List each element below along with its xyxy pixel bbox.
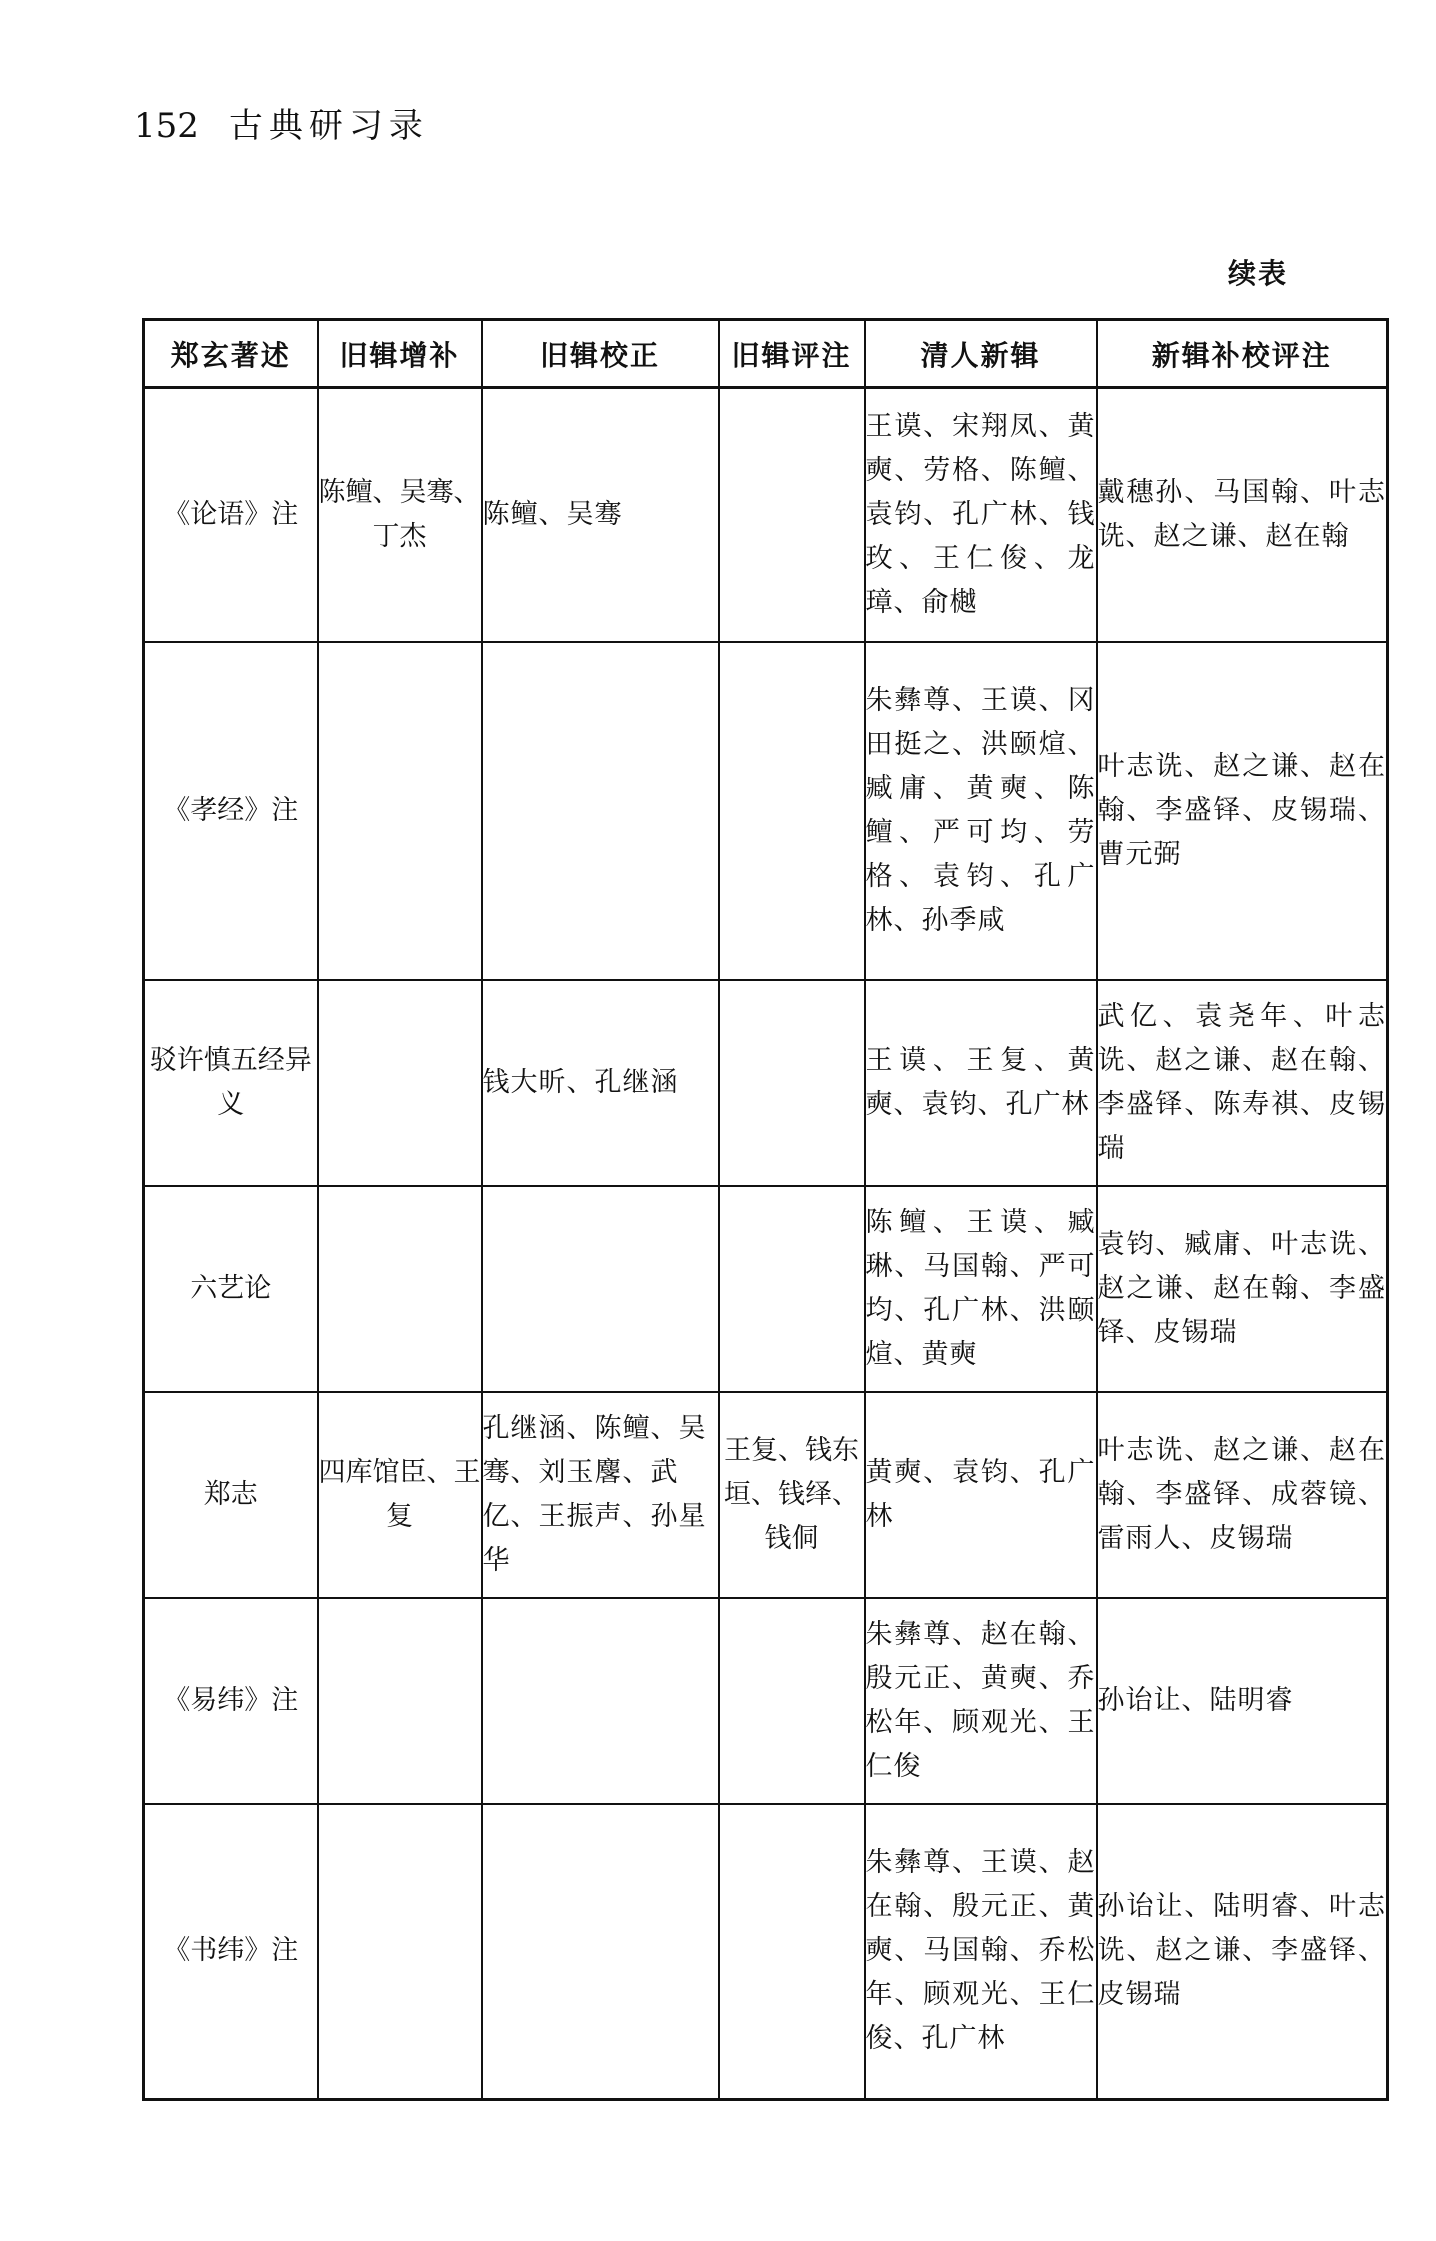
header-cell-correction: 旧辑校正 — [482, 320, 719, 388]
cell-work: 《易纬》注 — [144, 1598, 318, 1804]
cell-commentary — [719, 1804, 865, 2100]
cell-work: 六艺论 — [144, 1186, 318, 1392]
table-row — [144, 980, 1388, 1186]
cell-qing-new: 朱彝尊、王谟、冈田挺之、洪颐煊、臧庸、黄奭、陈鳣、严可均、劳格、袁钧、孔广林、孙季咸 — [865, 642, 1097, 980]
table-header-row — [144, 320, 1388, 388]
cell-new-supplement: 戴穗孙、马国翰、叶志诜、赵之谦、赵在翰 — [1097, 388, 1388, 642]
table-row — [144, 1598, 1388, 1804]
cell-supplement — [318, 1598, 482, 1804]
cell-work: 驳许慎五经异义 — [144, 980, 318, 1186]
cell-supplement — [318, 980, 482, 1186]
cell-commentary — [719, 1598, 865, 1804]
table-row — [144, 642, 1388, 980]
cell-correction: 陈鳣、吴骞 — [482, 388, 719, 642]
header-cell-commentary: 旧辑评注 — [719, 320, 865, 388]
cell-commentary: 王复、钱东垣、钱绎、钱侗 — [719, 1392, 865, 1598]
cell-correction — [482, 1804, 719, 2100]
cell-work: 《论语》注 — [144, 388, 318, 642]
header-cell-supplement: 旧辑增补 — [318, 320, 482, 388]
cell-supplement — [318, 1804, 482, 2100]
editions-table — [142, 318, 1389, 2101]
cell-correction — [482, 1598, 719, 1804]
cell-qing-new: 陈鳣、王谟、臧琳、马国翰、严可均、孔广林、洪颐煊、黄奭 — [865, 1186, 1097, 1392]
cell-work: 郑志 — [144, 1392, 318, 1598]
cell-correction — [482, 642, 719, 980]
cell-work: 《孝经》注 — [144, 642, 318, 980]
cell-qing-new: 黄奭、袁钧、孔广林 — [865, 1392, 1097, 1598]
cell-commentary — [719, 1186, 865, 1392]
cell-supplement: 四库馆臣、王复 — [318, 1392, 482, 1598]
cell-supplement: 陈鳣、吴骞、丁杰 — [318, 388, 482, 642]
cell-commentary — [719, 980, 865, 1186]
cell-new-supplement: 武亿、袁尧年、叶志诜、赵之谦、赵在翰、李盛铎、陈寿祺、皮锡瑞 — [1097, 980, 1388, 1186]
cell-correction: 孔继涵、陈鳣、吴骞、刘玉麐、武亿、王振声、孙星华 — [482, 1392, 719, 1598]
cell-new-supplement: 袁钧、臧庸、叶志诜、赵之谦、赵在翰、李盛铎、皮锡瑞 — [1097, 1186, 1388, 1392]
cell-qing-new: 王谟、宋翔凤、黄奭、劳格、陈鳣、袁钧、孔广林、钱玫、王仁俊、龙璋、俞樾 — [865, 388, 1097, 642]
cell-supplement — [318, 1186, 482, 1392]
cell-new-supplement: 叶志诜、赵之谦、赵在翰、李盛铎、皮锡瑞、曹元弼 — [1097, 642, 1388, 980]
cell-work: 《书纬》注 — [144, 1804, 318, 2100]
cell-new-supplement: 叶志诜、赵之谦、赵在翰、李盛铎、成蓉镜、雷雨人、皮锡瑞 — [1097, 1392, 1388, 1598]
cell-correction: 钱大昕、孔继涵 — [482, 980, 719, 1186]
table-row — [144, 1392, 1388, 1598]
book-title: 古典研习录 — [228, 106, 429, 146]
cell-qing-new: 朱彝尊、赵在翰、殷元正、黄奭、乔松年、顾观光、王仁俊 — [865, 1598, 1097, 1804]
table-row — [144, 1186, 1388, 1392]
header-cell-new-supplement: 新辑补校评注 — [1097, 320, 1388, 388]
cell-qing-new: 朱彝尊、王谟、赵在翰、殷元正、黄奭、马国翰、乔松年、顾观光、王仁俊、孔广林 — [865, 1804, 1097, 2100]
table-row — [144, 388, 1388, 642]
header-cell-qing-new: 清人新辑 — [865, 320, 1097, 388]
cell-commentary — [719, 388, 865, 642]
table-row — [144, 1804, 1388, 2100]
cell-supplement — [318, 642, 482, 980]
cell-new-supplement: 孙诒让、陆明睿 — [1097, 1598, 1388, 1804]
cell-new-supplement: 孙诒让、陆明睿、叶志诜、赵之谦、李盛铎、皮锡瑞 — [1097, 1804, 1388, 2100]
cell-correction — [482, 1186, 719, 1392]
page-header — [134, 98, 429, 147]
header-cell-work: 郑玄著述 — [144, 320, 318, 388]
cell-commentary — [719, 642, 865, 980]
cell-qing-new: 王谟、王复、黄奭、袁钧、孔广林 — [865, 980, 1097, 1186]
table-continued-label: 续表 — [1228, 257, 1289, 290]
page-number: 152 — [134, 106, 199, 146]
